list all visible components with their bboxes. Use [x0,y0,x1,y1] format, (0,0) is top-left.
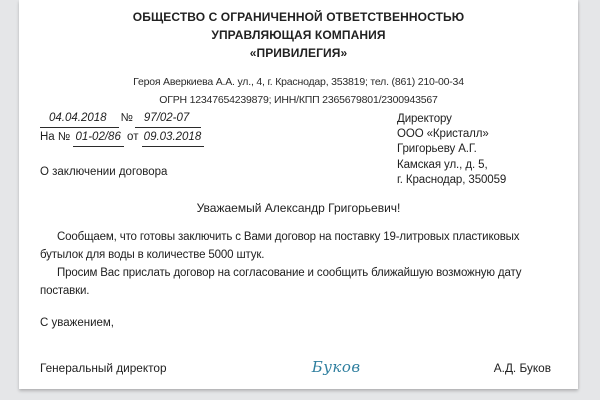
signer-position: Генеральный директор [40,361,167,375]
addressee-line: ООО «Кристалл» [397,128,489,141]
number-sign: № [120,112,133,124]
company-name-line3: «ПРИВИЛЕГИЯ» [249,46,348,60]
company-name-line1: ОБЩЕСТВО С ОГРАНИЧЕННОЙ ОТВЕТСТВЕННОСТЬЮ [132,10,465,24]
body-paragraph-2: Просим Вас прислать договор на согласование и сообщить ближайшую возможную дату поставки. [40,267,522,297]
incoming-reference-line [40,128,204,147]
incoming-date-field: 09.03.2018 [142,130,205,147]
company-registration-numbers: ОГРН 12347654239879; ИНН/КПП 2365679801/2300943567 [159,94,438,106]
letter-body [40,228,555,300]
addressee-line: Камская ул., д. 5, [397,158,488,171]
letter-subject: О заключении договора [40,166,168,178]
salutation: Уважаемый Александр Григорьевич! [196,201,401,215]
company-address-phone: Героя Аверкиева А.А. ул., 4, г. Краснодар, 353819; тел. (861) 210-00-34 [133,76,464,88]
closing-phrase: С уважением, [40,317,114,329]
incoming-number-field: 01-02/86 [73,130,123,147]
body-paragraph-1: Сообщаем, что готовы заключить с Вами договор на поставку 19-литровых пластиковых бутылок для воды в количестве 5000 штук. [40,231,520,261]
letter-document [19,0,578,389]
reference-block [40,109,204,147]
addressee-line: Директору [397,113,452,125]
addressee-block [397,112,506,188]
outgoing-reference-line [40,109,204,128]
outgoing-number-field: 97/02-07 [135,111,201,128]
signer-name: А.Д. Буков [493,361,551,375]
signature-row [40,358,551,376]
company-contacts [19,73,578,109]
addressee-line: г. Краснодар, 350059 [397,173,507,186]
outgoing-date-field: 04.04.2018 [40,111,119,128]
company-name-line2: УПРАВЛЯЮЩАЯ КОМПАНИЯ [211,28,386,42]
handwritten-signature: Буков [311,358,361,376]
letterhead [19,8,578,109]
addressee-line: Григорьеву А.Г. [397,143,477,156]
incoming-prefix: На № [40,131,71,143]
incoming-from-word: от [127,131,139,143]
